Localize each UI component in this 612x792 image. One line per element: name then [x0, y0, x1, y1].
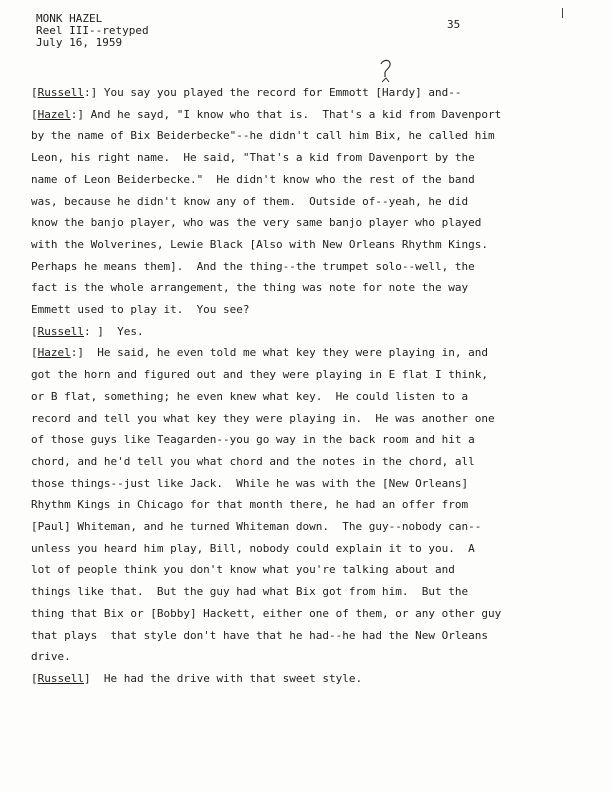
transcript-line	[31, 325, 144, 338]
transcript-line	[31, 151, 475, 164]
line-text: Yes.	[103, 324, 144, 338]
line-text: got the horn and figured out and they were playing in E flat I think,	[31, 368, 488, 382]
transcript-line	[31, 346, 488, 359]
line-text: record and tell you what key they were playing in. He was another one	[31, 411, 495, 425]
speaker-bracket-open: [	[31, 324, 38, 338]
line-text: or B flat, something; he even knew what key. He could listen to a	[31, 389, 469, 403]
line-text: those things--just like Jack. While he was with the [New Orleans]	[31, 476, 469, 490]
speaker-bracket-close: :]	[83, 86, 98, 99]
transcript-line	[31, 108, 501, 121]
line-text: with the Wolverines, Lewie Black [Also with New Orleans Rhythm Kings.	[31, 237, 488, 251]
line-text: that plays that style don't have that he had--he had the New Orleans	[31, 628, 488, 642]
line-text: name of Leon Beiderbecke." He didn't know who the rest of the band	[31, 172, 475, 186]
transcript-line	[31, 195, 468, 208]
transcript-line	[31, 607, 501, 620]
line-text: Perhaps he means them]. And the thing--the trumpet solo--well, the	[31, 259, 475, 273]
line-text: things like that. But the guy had what Bix got from him. But the	[31, 585, 469, 599]
transcript-line	[31, 672, 362, 685]
speaker-bracket-open: [	[31, 346, 38, 360]
line-text: lot of people think you don't know what you're talking about and	[31, 563, 455, 577]
transcript-line	[31, 629, 488, 642]
transcript-line	[31, 281, 468, 294]
line-text: [Paul] Whiteman, and he turned Whiteman down. The guy--nobody can--	[31, 520, 482, 533]
line-text: by the name of Bix Beiderbecke"--he didn't call him Bix, he called him	[31, 129, 495, 143]
speaker-name: Hazel	[37, 346, 71, 360]
line-text: Leon, his right name. He said, "That's a kid from Davenport by the	[31, 151, 475, 165]
transcript-line	[31, 455, 475, 468]
transcript-line	[31, 238, 488, 251]
line-text: thing that Bix or [Bobby] Hackett, either one of them, or any other guy	[31, 606, 502, 620]
speaker-bracket-open: [	[31, 107, 38, 121]
line-text: of those guys like Teagarden--you go way in the back room and hit a	[31, 433, 475, 447]
header-name: MONK HAZEL	[36, 12, 103, 25]
transcript-line	[31, 173, 475, 186]
speaker-bracket-close: ]	[83, 671, 91, 685]
line-text: You say you played the record for Emmott [Hardy] and--	[97, 86, 462, 99]
line-text: And he sayd, "I know who that is. That's a kid from Davenport	[84, 107, 502, 121]
transcript-line	[31, 585, 468, 598]
line-text: He had the drive with that sweet style.	[90, 671, 363, 685]
speaker-bracket-close: : ]	[83, 324, 104, 338]
document-header	[36, 13, 149, 49]
header-date: July 16, 1959	[36, 36, 123, 49]
transcript-line	[31, 412, 495, 425]
line-text: Emmett used to play it. You see?	[31, 303, 250, 316]
line-text: was, because he didn't know any of them. Outside of--yeah, he did	[31, 194, 469, 208]
line-text: chord, and he'd tell you what chord and the notes in the chord, all	[31, 454, 475, 468]
line-text: drive.	[31, 650, 71, 664]
speaker-name: Russell	[37, 671, 84, 685]
speaker-name: Russell	[37, 86, 84, 99]
line-text: Rhythm Kings in Chicago for that month there, he had an offer from	[31, 498, 469, 512]
transcript-line	[31, 303, 250, 316]
transcript-line	[31, 498, 468, 511]
transcript-line	[31, 433, 475, 446]
page-number: 35	[447, 18, 461, 31]
transcript-line	[31, 542, 475, 555]
speaker-bracket-close: :]	[70, 107, 84, 121]
speaker-name: Russell	[37, 324, 84, 338]
transcript-line	[31, 260, 475, 273]
speaker-bracket-close: :]	[70, 346, 84, 360]
transcript-line	[31, 520, 481, 533]
transcript-line	[31, 216, 481, 229]
line-text: unless you heard him play, Bill, nobody could explain it to you. A	[31, 541, 475, 555]
transcript-line	[31, 563, 455, 576]
transcript-line	[31, 86, 461, 99]
transcript-line	[31, 477, 468, 490]
line-text: He said, he even told me what key they were playing in, and	[84, 346, 488, 360]
transcript-line	[31, 650, 71, 663]
speaker-name: Hazel	[37, 107, 71, 121]
header-reel: Reel III--retyped	[36, 24, 149, 37]
handwritten-pen-mark-icon	[376, 58, 396, 84]
speaker-bracket-open: [	[31, 671, 38, 685]
margin-mark	[562, 8, 563, 18]
line-text: fact is the whole arrangement, the thing was note for note the way	[31, 281, 469, 295]
transcript-line	[31, 129, 495, 142]
line-text: know the banjo player, who was the very same banjo player who played	[31, 216, 482, 230]
transcript-line	[31, 368, 488, 381]
speaker-bracket-open: [	[31, 86, 38, 99]
transcript-line	[31, 390, 468, 403]
